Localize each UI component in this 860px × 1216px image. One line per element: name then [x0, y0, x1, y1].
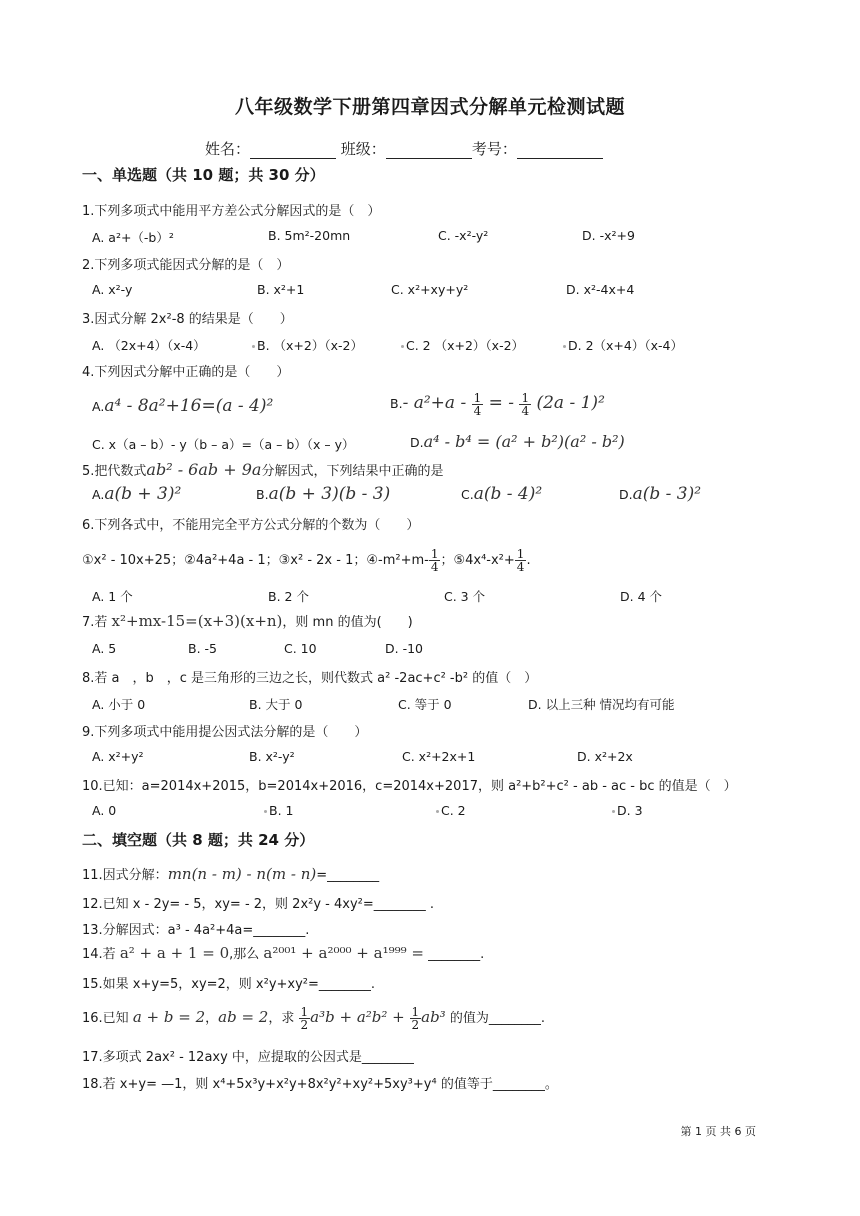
question-7-option-b[interactable]: B. -5 — [188, 641, 217, 656]
name-blank[interactable] — [250, 142, 336, 159]
question-14-formula-target: a²⁰⁰¹ + a²⁰⁰⁰ + a¹⁹⁹⁹ = — [263, 944, 424, 962]
question-3-option-b[interactable] — [252, 336, 363, 354]
question-7-formula: x²+mx-15=(x+3)(x+n) — [111, 612, 283, 630]
question-9-options — [92, 749, 772, 769]
option-marker-icon — [264, 810, 267, 813]
question-14-middle: ,那么 — [229, 947, 260, 962]
question-8-stem: 8.若 a ，b ，c 是三角形的三边之长，则代数式 a² -2ac+c² -b² 的值（ ） — [82, 671, 538, 686]
question-2-option-a[interactable]: A. x²-y — [92, 282, 133, 297]
question-7-stem — [82, 611, 413, 630]
question-1-option-b[interactable]: B. 5m²-20mn — [268, 228, 351, 243]
question-10-option-d[interactable] — [612, 803, 643, 818]
question-5-option-c[interactable] — [461, 484, 542, 504]
question-7-options — [92, 641, 772, 661]
question-7-stem-prefix: 7.若 — [82, 615, 108, 630]
question-6-option-b[interactable]: B. 2 个 — [268, 589, 309, 604]
option-label: D. — [619, 487, 633, 502]
question-6-items-part1: ①x² - 10x+25；②4a²+4a - 1；③x² - 2x - 1；④-m²+m- — [82, 553, 429, 568]
question-16-middle: ，求 — [268, 1011, 295, 1026]
section-heading-fill-in: 二、填空题（共 8 题；共 24 分） — [82, 831, 315, 849]
question-11 — [82, 864, 379, 883]
question-3-option-d-text: D. 2（x+4）（x-4） — [568, 338, 683, 353]
option-label: B. — [256, 487, 269, 502]
question-7-option-d[interactable]: D. -10 — [385, 641, 423, 656]
question-16-separator: ， — [205, 1011, 219, 1026]
question-4-option-b[interactable] — [390, 392, 605, 417]
class-label: 班级： — [340, 140, 386, 158]
question-10-option-c-text: C. 2 — [441, 803, 466, 818]
option-marker-icon — [401, 345, 404, 348]
question-4-option-d-formula: a⁴ - b⁴ = (a² + b²)(a² - b²) — [423, 432, 625, 451]
fraction-one-half: $\frac{1}{2}$ — [300, 1005, 309, 1032]
question-11-prefix: 11.因式分解： — [82, 868, 168, 883]
question-18: 18.若 x+y= —1，则 x⁴+5x³y+x²y+8x²y²+xy²+5xy³+y⁴ 的值等于________。 — [82, 1077, 558, 1092]
question-11-answer-blank[interactable]: =________ — [316, 868, 380, 883]
option-marker-icon — [612, 810, 615, 813]
question-10-option-c[interactable] — [436, 803, 466, 818]
option-label: B. — [390, 396, 403, 411]
question-3-stem: 3.因式分解 2x²-8 的结果是（ ） — [82, 312, 293, 327]
question-10-option-b[interactable] — [264, 803, 293, 818]
class-blank[interactable] — [386, 142, 472, 159]
question-5-stem-prefix: 5.把代数式 — [82, 464, 147, 479]
question-6-option-c[interactable]: C. 3 个 — [444, 589, 486, 604]
exam-number-blank[interactable] — [517, 142, 603, 159]
question-6-options — [92, 587, 772, 607]
fraction-one-quarter: $\frac{1}{4}$ — [473, 391, 482, 418]
question-14-answer-blank[interactable]: ________. — [423, 947, 485, 962]
fraction-one-quarter: $\frac{1}{4}$ — [521, 391, 530, 418]
question-16-formula-part1: a³b + a²b² + — [310, 1008, 410, 1026]
question-2-options — [92, 282, 772, 302]
question-4-option-d[interactable] — [410, 432, 625, 451]
question-5-option-d-formula: a(b - 3)² — [632, 484, 702, 504]
question-4-option-a[interactable] — [92, 396, 273, 416]
question-4-options-row-2 — [92, 432, 772, 456]
question-8-option-b[interactable]: B. 大于 0 — [249, 697, 303, 712]
name-label: 姓名： — [205, 140, 251, 158]
question-14 — [82, 943, 484, 962]
question-16 — [82, 1006, 545, 1031]
option-label: A. — [92, 487, 105, 502]
question-1-option-d[interactable]: D. -x²+9 — [582, 228, 635, 243]
question-3-options — [92, 336, 772, 356]
question-16-formula-part2: ab³ — [421, 1008, 446, 1026]
fraction-one-quarter: $\frac{1}{4}$ — [430, 547, 439, 574]
fraction-one-quarter: $\frac{1}{4}$ — [516, 547, 525, 574]
question-6-option-d[interactable]: D. 4 个 — [620, 589, 662, 604]
option-label: A. — [92, 399, 105, 414]
question-16-prefix: 16.已知 — [82, 1011, 129, 1026]
fraction-one-half: $\frac{1}{2}$ — [411, 1005, 420, 1032]
question-10-options — [92, 803, 772, 823]
question-5-option-a[interactable] — [92, 484, 181, 504]
question-4-option-b-formula-part2: = - — [483, 393, 520, 413]
question-10-option-b-text: B. 1 — [269, 803, 294, 818]
question-4-stem: 4.下列因式分解中正确的是（ ） — [82, 365, 290, 380]
question-16-answer-blank[interactable]: 的值为________. — [449, 1011, 545, 1026]
question-15: 15.如果 x+y=5，xy=2，则 x²y+xy²=________. — [82, 977, 376, 992]
question-9-option-a[interactable]: A. x²+y² — [92, 749, 144, 764]
question-11-formula: mn(n - m) - n(m - n) — [167, 865, 317, 883]
question-5-stem — [82, 460, 443, 479]
question-7-option-a[interactable]: A. 5 — [92, 641, 117, 656]
question-1-options — [92, 228, 772, 248]
question-16-formula-sum: a + b = 2 — [132, 1008, 206, 1026]
question-9-option-d[interactable]: D. x²+2x — [577, 749, 633, 764]
question-10-option-a[interactable]: A. 0 — [92, 803, 117, 818]
student-info-line — [205, 138, 603, 159]
question-9-option-b[interactable]: B. x²-y² — [249, 749, 295, 764]
question-7-stem-suffix: ，则 mn 的值为( ) — [282, 615, 413, 630]
question-6-items-part3: . — [526, 553, 531, 568]
question-17: 17.多项式 2ax² - 12axy 中，应提取的公因式是________ — [82, 1050, 414, 1065]
question-4-option-b-formula-part3: (2a - 1)² — [531, 393, 605, 413]
question-5-option-b[interactable] — [256, 484, 390, 504]
question-8-option-a[interactable]: A. 小于 0 — [92, 697, 146, 712]
question-4-option-c[interactable]: C. x（a – b）- y（b – a）=（a – b）（x – y） — [92, 437, 355, 452]
question-3-option-c[interactable] — [401, 336, 524, 354]
question-1-option-a[interactable]: A. a²+（-b）² — [92, 230, 174, 245]
question-5-options — [92, 484, 772, 510]
question-8-option-c[interactable]: C. 等于 0 — [398, 697, 452, 712]
question-1-stem: 1.下列多项式中能用平方差公式分解因式的是（ ） — [82, 204, 381, 219]
question-6-items-part2: ；⑤4x⁴-x²+ — [440, 553, 515, 568]
question-10-option-d-text: D. 3 — [617, 803, 643, 818]
question-5-option-a-formula: a(b + 3)² — [104, 484, 182, 504]
exam-number-label: 考号： — [471, 140, 517, 158]
page-title: 八年级数学下册第四章因式分解单元检测试题 — [234, 96, 625, 118]
question-5-formula: ab² - 6ab + 9a — [146, 460, 262, 479]
question-9-stem: 9.下列多项式中能用提公因式法分解的是（ ） — [82, 725, 368, 740]
question-5-option-c-formula: a(b - 4)² — [473, 484, 543, 504]
question-2-option-c[interactable]: C. x²+xy+y² — [391, 282, 469, 297]
question-3-option-b-text: B. （x+2）（x-2） — [257, 338, 363, 353]
page-number-footer: 第 1 页 共 6 页 — [680, 1125, 756, 1138]
option-label: C. — [461, 487, 474, 502]
question-2-option-d[interactable]: D. x²-4x+4 — [566, 282, 635, 297]
question-5-option-b-formula: a(b + 3)(b - 3) — [268, 484, 391, 504]
question-3-option-a[interactable]: A. （2x+4）（x-4） — [92, 338, 206, 353]
question-14-formula-condition: a² + a + 1 = 0 — [119, 944, 230, 962]
question-16-formula-product: ab = 2 — [218, 1008, 269, 1026]
question-8-option-d[interactable]: D. 以上三种 情况均有可能 — [528, 697, 675, 712]
question-4-option-a-formula: a⁴ - 8a²+16=(a - 4)² — [104, 396, 274, 416]
question-12: 12.已知 x - 2y= - 5，xy= - 2，则 2x²y - 4xy²=________ . — [82, 897, 435, 912]
question-3-option-d[interactable] — [563, 336, 683, 354]
option-marker-icon — [252, 345, 255, 348]
question-8-options — [92, 695, 772, 715]
question-14-prefix: 14.若 — [82, 947, 116, 962]
option-marker-icon — [436, 810, 439, 813]
question-4-option-b-formula-part1: - a²+a - — [402, 393, 472, 413]
question-3-option-c-text: C. 2 （x+2）（x-2） — [406, 338, 525, 353]
question-4-options-row-1 — [92, 392, 772, 422]
question-5-stem-suffix: 分解因式，下列结果中正确的是 — [261, 464, 444, 479]
question-5-option-d[interactable] — [619, 484, 701, 504]
option-label: D. — [410, 435, 424, 450]
question-6-stem: 6.下列各式中，不能用完全平方公式分解的个数为（ ） — [82, 518, 420, 533]
section-heading-single-choice: 一、单选题（共 10 题；共 30 分） — [82, 166, 325, 184]
question-2-stem: 2.下列多项式能因式分解的是（ ） — [82, 258, 290, 273]
question-10-stem: 10.已知：a=2014x+2015，b=2014x+2016，c=2014x+2017，则 a²+b²+c² - ab - ac - bc 的值是（ ） — [82, 779, 737, 794]
question-9-option-c[interactable]: C. x²+2x+1 — [402, 749, 476, 764]
question-7-option-c[interactable]: C. 10 — [284, 641, 317, 656]
question-6-option-a[interactable]: A. 1 个 — [92, 589, 133, 604]
question-2-option-b[interactable]: B. x²+1 — [257, 282, 305, 297]
question-13: 13.分解因式：a³ - 4a²+4a=________. — [82, 923, 310, 938]
option-marker-icon — [563, 345, 566, 348]
question-1-option-c[interactable]: C. -x²-y² — [438, 228, 489, 243]
question-6-items — [82, 548, 531, 573]
